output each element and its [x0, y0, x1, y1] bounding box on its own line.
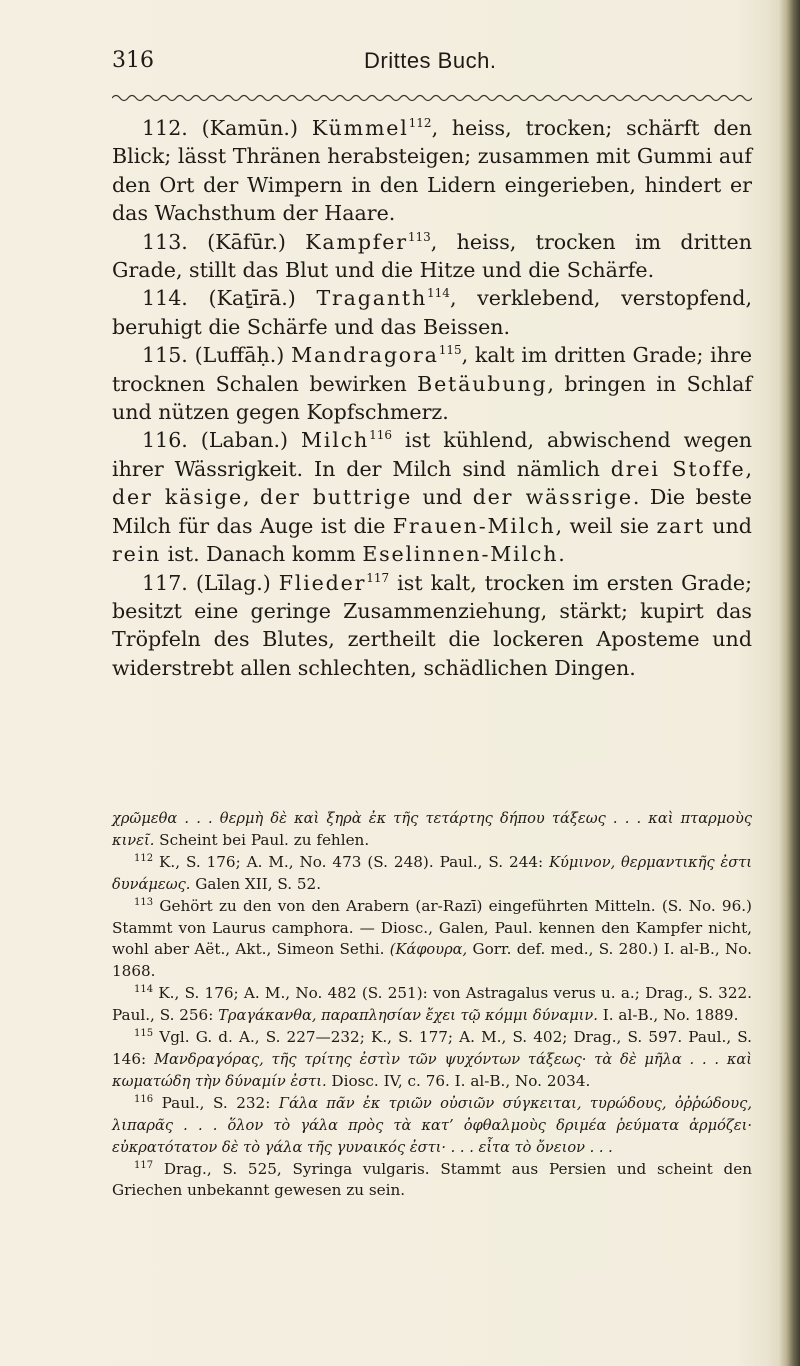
entry-text: . Die beste Milch für das Auge ist die	[112, 485, 752, 538]
running-title: Drittes Buch.	[364, 48, 497, 73]
spaced-term: Frauen-Milch	[392, 513, 556, 538]
entry-text: , weil sie	[555, 513, 657, 538]
entry-116	[112, 426, 752, 568]
spaced-term: der käsige	[112, 485, 243, 510]
entry-text: und	[412, 485, 473, 510]
greek-quote: Γάλα πᾶν ἐκ τριῶν οὐσιῶν σύγκειται, τυρώδους, ὀῤῥώδους, λιπαρᾶς . . . ὅλον τὸ γάλα πρὸς τὰ κατ’ ὀφθαλμοὺς δριμέα ῥεύματα ἁρμόζει· εὐκρατότατον δὲ τὸ γάλα τῆς γυναικός ἐστι· . . . εἶτα τὸ ὄνειον . . .	[112, 1094, 752, 1156]
entry-112	[112, 114, 752, 228]
footnote-text: Diosc. IV, c. 76. I. al-B., No. 2034.	[326, 1071, 591, 1090]
footnote-ref[interactable]: 116	[369, 428, 392, 443]
greek-quote: Μανδραγόρας, τῆς τρίτης ἐστὶν τῶν ψυχόντων τάξεως· τὰ δὲ μῆλα . . . καὶ κωματώδη τὴν δύναμίν ἐστι.	[112, 1050, 752, 1090]
entry-text: , kalt im dritten Grade; ihre trocknen Schalen bewirken	[112, 343, 753, 396]
entry-text: ist kalt, trocken im ersten Grade; besitzt eine geringe Zusammenziehung, stärkt; kupirt das Tröpfeln des Blutes, zertheilt die lockeren Aposteme und widerstrebt allen schlechten, schädlichen Dingen.	[112, 570, 753, 680]
footnote-114	[112, 983, 752, 1027]
entry-text: , heiss, trocken; schärft den Blick; lässt Thränen herabsteigen; zusammen mit Gummi auf den Ort der Wimpern in den Lidern eingerieben, hindert er das Wachsthum der Haare.	[112, 116, 753, 226]
greek-quote: χρῶμεθα . . . θερμὴ δὲ καὶ ξηρὰ ἐκ τῆς τετάρτης δήπου τάξεως . . . καὶ πταρμοὺς κινεῖ.	[112, 810, 752, 849]
wavy-rule-ornament	[112, 92, 752, 104]
greek-quote: Κύμινον, θερμαντικῆς ἐστι δυνάμεως.	[112, 853, 752, 893]
page-number: 316	[112, 48, 154, 73]
entry-name: Traganth	[316, 286, 428, 311]
entry-native-name: (Laban.)	[200, 428, 289, 453]
footnote-text: K., S. 176; A. M., No. 473 (S. 248). Paul., S. 244:	[153, 852, 550, 871]
footnote-117	[112, 1159, 752, 1203]
main-text	[112, 114, 752, 682]
entry-name: Mandragora	[291, 343, 439, 368]
spaced-term: rein	[112, 542, 162, 567]
entry-name: Kampfer	[305, 229, 408, 254]
entry-name: Milch	[301, 428, 370, 453]
footnote-number: 116	[134, 1093, 154, 1105]
footnote-text: Paul., S. 232:	[153, 1093, 279, 1112]
entry-name: Flieder	[278, 570, 367, 595]
entry-number: 114.	[142, 286, 188, 311]
footnote-number: 113	[134, 896, 154, 908]
entry-number: 116.	[142, 428, 188, 453]
entry-text: und	[704, 513, 752, 538]
footnote-115	[112, 1027, 752, 1093]
entry-native-name: (Līlag.)	[195, 570, 271, 595]
footnote-text: Gorr. def. med., S. 280.) I. al-B., No. 1868.	[112, 940, 752, 981]
footnote-ref[interactable]: 115	[438, 343, 462, 358]
footnote-text: Galen XII, S. 52.	[190, 874, 322, 893]
entry-text: , verklebend, verstopfend, beruhigt die Schärfe und das Beissen.	[112, 286, 753, 339]
page-edge-shadow	[778, 0, 800, 1366]
entry-native-name: (Kamūn.)	[201, 116, 299, 140]
footnote-116	[112, 1093, 752, 1159]
spaced-term: zart	[656, 513, 705, 538]
entry-text: , heiss, trocken im dritten Grade, stillt das Blut und die Hitze und die Schärfe.	[112, 229, 752, 283]
footnote-text: Scheint bei Paul. zu fehlen.	[154, 830, 370, 849]
footnote-number: 115	[134, 1028, 154, 1040]
footnote-112	[112, 852, 752, 896]
entry-name: Kümmel	[311, 116, 409, 140]
entry-114	[112, 284, 752, 341]
greek-quote: Τραγάκανθα, παραπλησίαν ἔχει τῷ κόμμι δύναμιν.	[218, 1007, 598, 1025]
spaced-term: der buttrige	[259, 485, 413, 510]
entry-text: , bringen in Schlaf und nützen gegen Kopfschmerz.	[112, 371, 752, 425]
entry-number: 115.	[142, 343, 188, 368]
footnote-number: 117	[134, 1159, 154, 1171]
footnote-ref[interactable]: 112	[408, 116, 432, 130]
spaced-term: der wässrige	[472, 485, 633, 510]
entry-text: .	[558, 542, 565, 567]
page-header	[112, 40, 752, 72]
footnote-continuation	[112, 808, 752, 852]
footnote-number: 112	[134, 852, 154, 864]
footnote-text: K., S. 176; A. M., No. 482 (S. 251): von Astragalus verus u. a.; Drag., S. 322. Paul., S. 256:	[112, 984, 752, 1025]
entry-native-name: (Kaṯīrā.)	[208, 286, 296, 311]
entry-text: ,	[242, 485, 260, 510]
spaced-term: Eselinnen-Milch	[362, 542, 559, 567]
spaced-term: drei Stoffe	[610, 456, 746, 481]
entry-115	[112, 341, 752, 426]
entry-113	[112, 228, 752, 285]
footnote-113	[112, 896, 752, 984]
footnote-ref[interactable]: 117	[366, 570, 390, 585]
entry-number: 112.	[142, 116, 188, 140]
footnote-text: I. al-B., No. 1889.	[597, 1006, 739, 1025]
footnote-text: Drag., S. 525, Syringa vulgaris. Stammt aus Persien und scheint den Griechen unbekannt gewesen zu sein.	[112, 1159, 752, 1200]
footnotes	[112, 808, 752, 1202]
entry-text: ,	[745, 456, 752, 481]
entry-native-name: (Kāfūr.)	[207, 229, 286, 254]
entry-number: 117.	[142, 570, 188, 595]
footnote-text: Gehört zu den von den Arabern (ar-Razī) eingeführten Mitteln. (S. No. 96.) Stammt von Laurus camphora. — Diosc., Galen, Paul. kennen den Kampfer nicht, wohl aber Aët., Akt., Simeon Sethi.	[112, 896, 752, 959]
entry-native-name: (Luffāḥ.)	[194, 343, 285, 368]
footnote-number: 114	[134, 984, 154, 996]
footnote-text: Vgl. G. d. A., S. 227—232; K., S. 177; A. M., S. 402; Drag., S. 597. Paul., S. 146:	[112, 1028, 752, 1068]
entry-number: 113.	[142, 229, 188, 254]
spaced-term: Betäubung	[417, 371, 548, 396]
entry-text: ist. Danach komm	[161, 542, 363, 567]
greek-quote: (Κάφουρα,	[389, 941, 468, 959]
footnote-ref[interactable]: 113	[407, 229, 431, 244]
footnote-ref[interactable]: 114	[427, 286, 450, 301]
entry-text: ist kühlend, abwischend wegen ihrer Wässrigkeit. In der Milch sind nämlich	[112, 428, 753, 481]
entry-117	[112, 569, 752, 683]
